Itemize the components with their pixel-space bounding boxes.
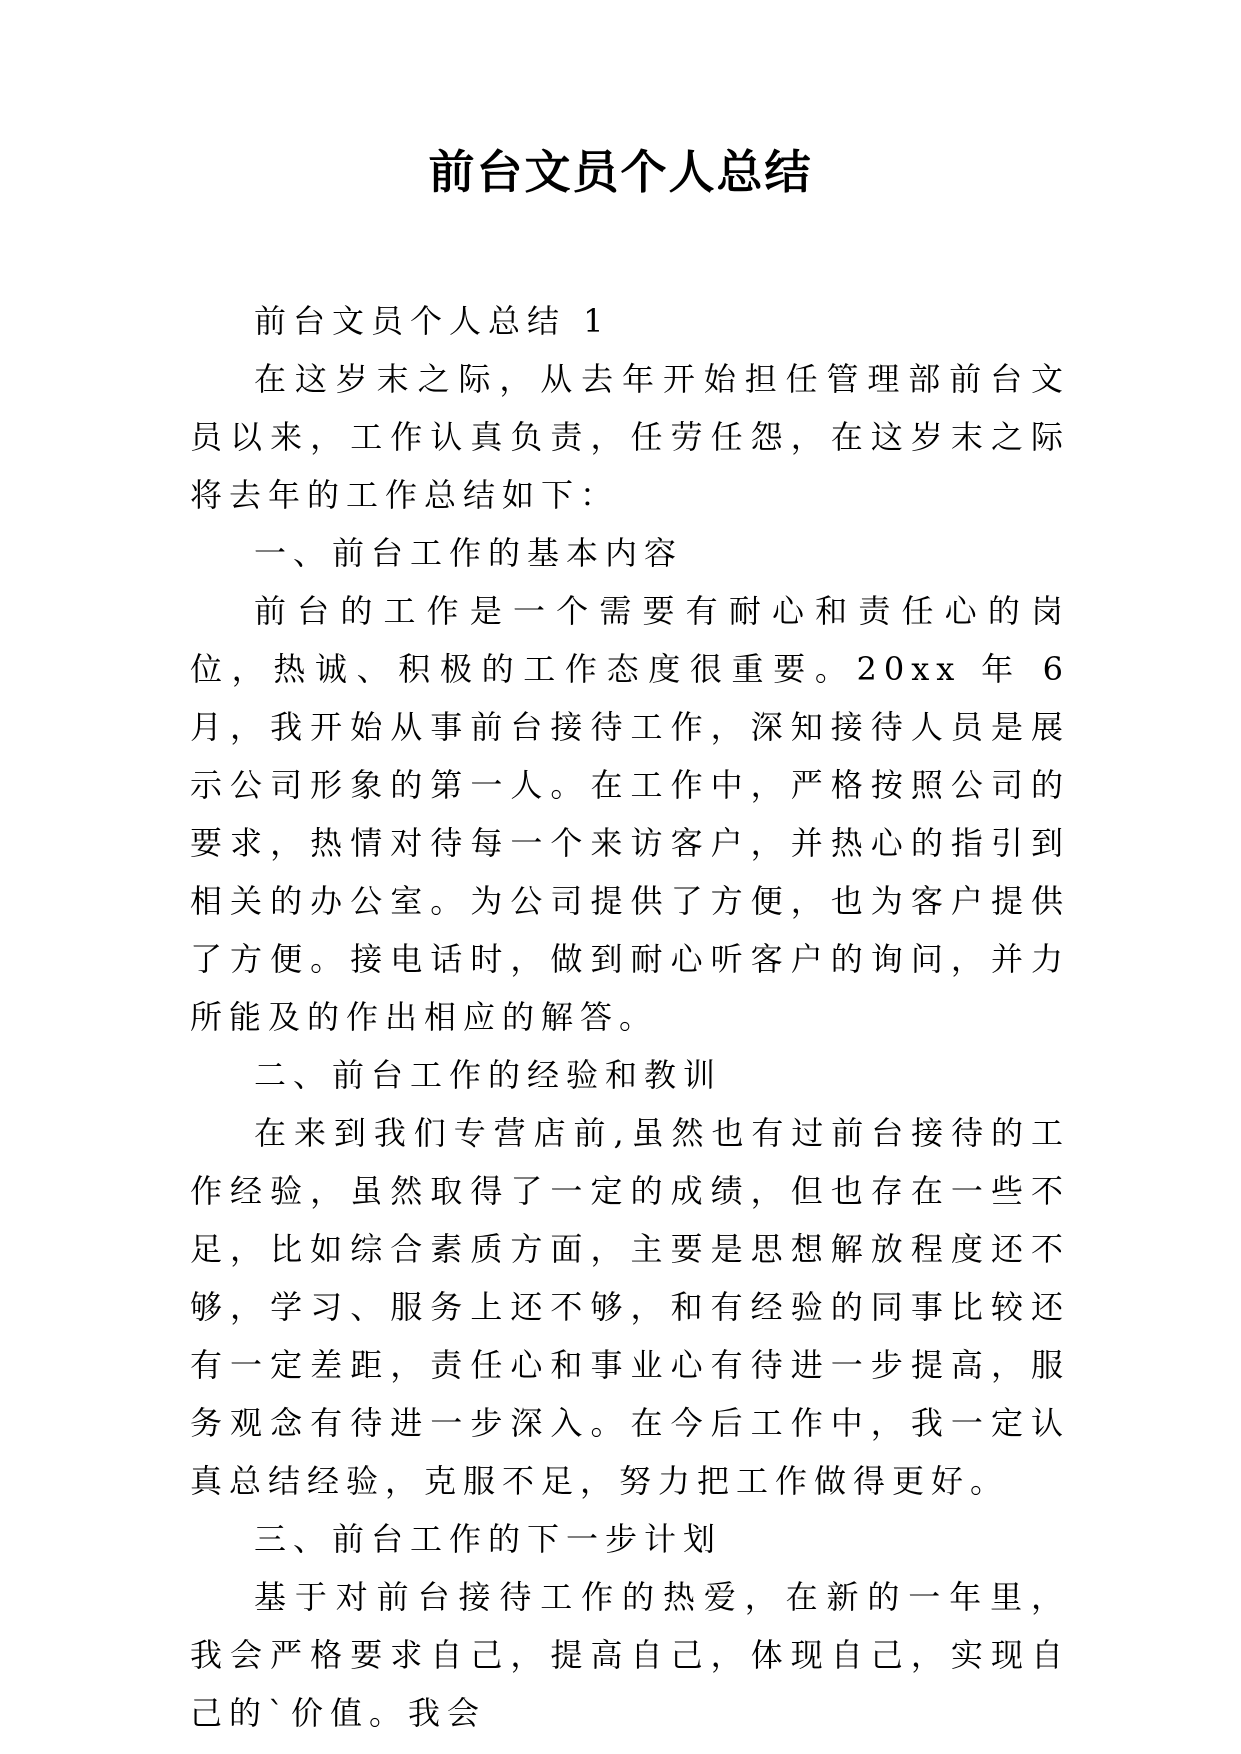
body-paragraph-1: 前台的工作是一个需要有耐心和责任心的岗位，热诚、积极的工作态度很重要。20xx 年 6 月，我开始从事前台接待工作，深知接待人员是展示公司形象的第一人。在工作中，严格按照公司的要求，热情对待每一个来访客户，并热心的指引到相关的办公室。为公司提供了方便，也为客户提供了方便。接电话时，做到耐心听客户的询问，并力所能及的作出相应的解答。 (190, 592, 1070, 1036)
section-heading-3: 三、前台工作的下一步计划 (254, 1520, 723, 1558)
section-subtitle: 前台文员个人总结 1 (254, 302, 611, 340)
document-body (190, 292, 1070, 1742)
body-paragraph-3: 基于对前台接待工作的热爱，在新的一年里，我会严格要求自己，提高自己，体现自己，实现自己的`价值。我会 (190, 1578, 1070, 1732)
section-heading-2: 二、前台工作的经验和教训 (254, 1056, 723, 1094)
body-paragraph-2: 在来到我们专营店前,虽然也有过前台接待的工作经验，虽然取得了一定的成绩，但也存在一些不足，比如综合素质方面，主要是思想解放程度还不够，学习、服务上还不够，和有经验的同事比较还有一定差距，责任心和事业心有待进一步提高，服务观念有待进一步深入。在今后工作中，我一定认真总结经验，克服不足，努力把工作做得更好。 (190, 1114, 1070, 1500)
section-heading-1: 一、前台工作的基本内容 (254, 534, 684, 572)
document-title: 前台文员个人总结 (428, 145, 813, 199)
intro-paragraph: 在这岁末之际，从去年开始担任管理部前台文员以来，工作认真负责，任劳任怨，在这岁末之际将去年的工作总结如下： (190, 360, 1070, 514)
